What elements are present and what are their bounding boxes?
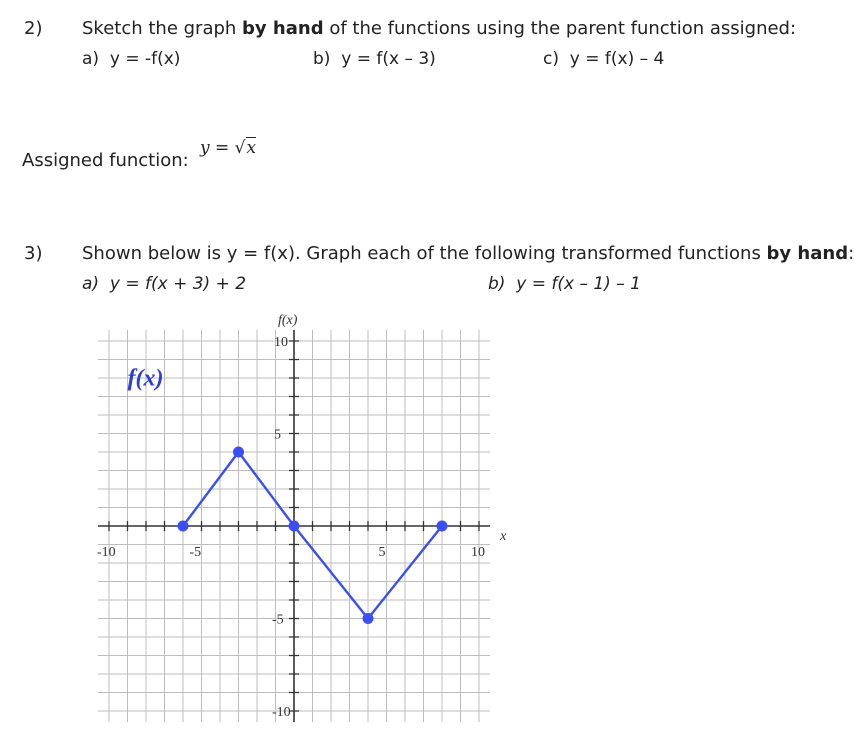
radical-sign: √ xyxy=(234,138,246,158)
question-3-text-bold: by hand xyxy=(766,243,849,264)
option-label: a) xyxy=(82,49,100,69)
radicand: x xyxy=(246,138,257,158)
y-tick-label: -5 xyxy=(272,612,284,628)
y-tick-label: 5 xyxy=(274,427,281,443)
option-expression: y = f(x – 1) – 1 xyxy=(516,274,641,294)
y-tick-label: 10 xyxy=(274,335,288,350)
question-3-text-before: Shown below is y = f(x). Graph each of the following transformed functions xyxy=(82,243,767,264)
data-point xyxy=(289,521,300,532)
question-2-text-before: Sketch the graph xyxy=(82,18,243,39)
option-label: a) xyxy=(82,274,100,294)
y-axis-label: f(x) xyxy=(278,312,298,328)
data-point xyxy=(178,521,189,532)
option-expression: y = f(x + 3) + 2 xyxy=(109,274,247,294)
option-expression: y = -f(x) xyxy=(109,49,181,69)
option-label: b) xyxy=(488,274,506,294)
curve-label: f(x) xyxy=(127,365,164,392)
question-3-number: 3) xyxy=(24,243,43,264)
option-expression: y = f(x – 3) xyxy=(341,49,436,69)
option-label: c) xyxy=(543,49,559,69)
assigned-function-label: Assigned function: xyxy=(22,150,189,171)
data-point xyxy=(437,521,448,532)
x-tick-label: -5 xyxy=(189,545,202,560)
formula-lhs: y = xyxy=(200,138,230,158)
question-2-number: 2) xyxy=(24,18,43,39)
axis-labels xyxy=(97,313,507,720)
y-tick-label: -10 xyxy=(272,705,291,720)
question-3-text-after: : xyxy=(848,243,854,264)
question-2-text-bold: by hand xyxy=(242,18,324,39)
x-axis-label: x xyxy=(500,529,507,544)
option-label: b) xyxy=(313,49,331,69)
option-expression: y = f(x) – 4 xyxy=(569,49,665,69)
x-tick-label: 10 xyxy=(471,545,485,560)
x-tick-label: -10 xyxy=(97,545,116,560)
data-point xyxy=(363,613,374,624)
question-2-text-after: of the functions using the parent function assigned: xyxy=(323,18,797,39)
data-point xyxy=(233,447,244,458)
x-tick-label: 5 xyxy=(378,545,386,560)
